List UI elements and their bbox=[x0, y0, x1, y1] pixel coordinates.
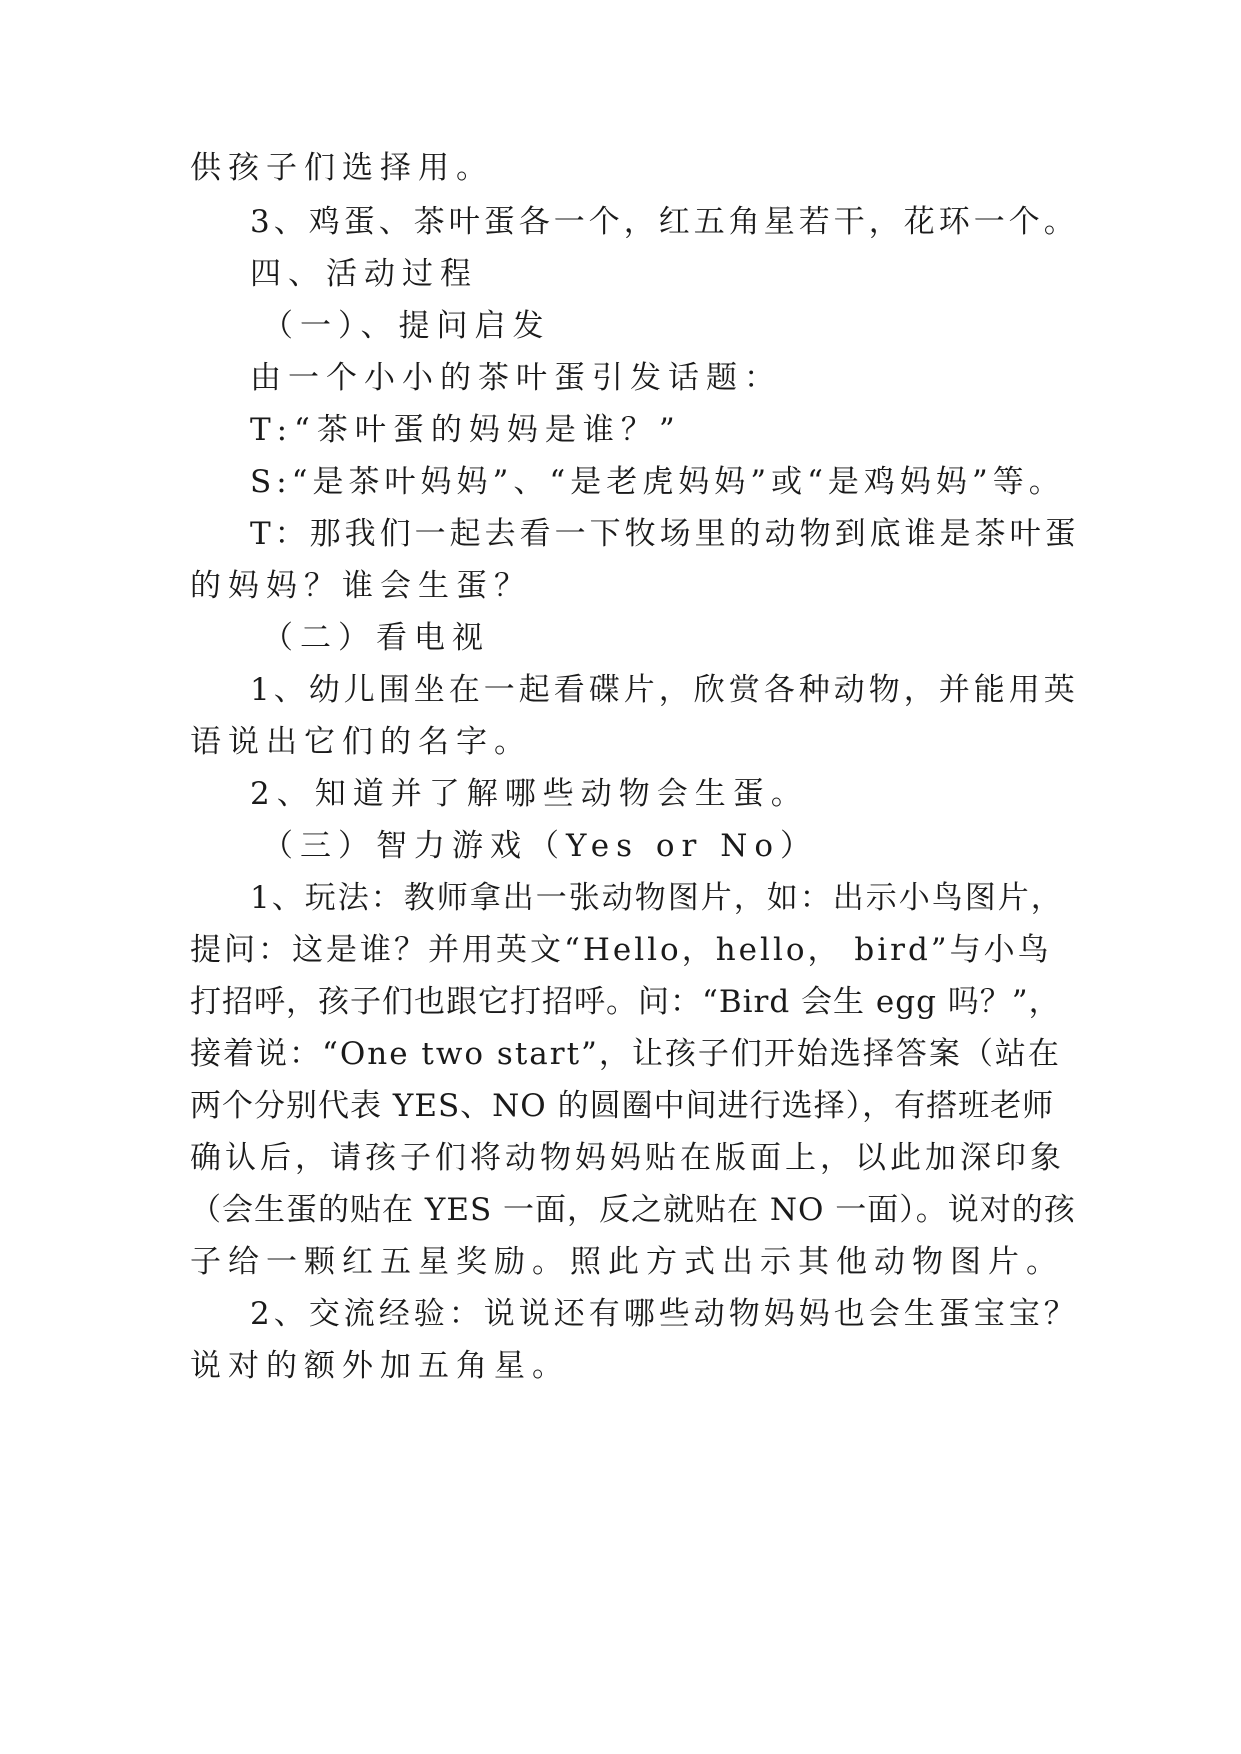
text-line: 提问：这是谁？并用英文“Hello，hello， bird”与小鸟 bbox=[190, 932, 1052, 968]
text-line: 1、玩法：教师拿出一张动物图片，如：出示小鸟图片， bbox=[250, 880, 1064, 916]
text-line: 说对的额外加五角星。 bbox=[190, 1348, 570, 1384]
text-line: 确认后，请孩子们将动物妈妈贴在版面上，以此加深印象 bbox=[190, 1140, 1065, 1176]
text-line: 由一个小小的茶叶蛋引发话题： bbox=[250, 360, 782, 396]
section-heading: 四、活动过程 bbox=[250, 256, 478, 292]
text-line: S:“是茶叶妈妈”、“是老虎妈妈”或“是鸡妈妈”等。 bbox=[250, 464, 1065, 500]
text-line: T：那我们一起去看一下牧场里的动物到底谁是茶叶蛋 bbox=[250, 516, 1080, 552]
subsection-heading: （三）智力游戏（Yes or No） bbox=[262, 828, 819, 864]
text-line: 打招呼，孩子们也跟它打招呼。问：“Bird 会生 egg 吗？”， bbox=[190, 984, 1061, 1020]
text-line: 3、鸡蛋、茶叶蛋各一个，红五角星若干，花环一个。 bbox=[250, 204, 1079, 240]
text-line: 子给一颗红五星奖励。照此方式出示其他动物图片。 bbox=[190, 1244, 1064, 1280]
text-line: 2、交流经验：说说还有哪些动物妈妈也会生蛋宝宝？ bbox=[250, 1296, 1079, 1332]
text-line: T:“茶叶蛋的妈妈是谁？” bbox=[250, 412, 682, 448]
text-line: 接着说：“One two start”，让孩子们开始选择答案（站在 bbox=[190, 1036, 1061, 1072]
subsection-heading: （二）看电视 bbox=[262, 620, 490, 656]
subsection-heading: （一）、提问启发 bbox=[262, 308, 551, 344]
text-line: 的妈妈？谁会生蛋？ bbox=[190, 568, 532, 604]
text-line: 语说出它们的名字。 bbox=[190, 724, 532, 760]
text-line: 两个分别代表 YES、NO 的圆圈中间进行选择），有搭班老师 bbox=[190, 1088, 1055, 1124]
text-line: 1、幼儿围坐在一起看碟片，欣赏各种动物，并能用英 bbox=[250, 672, 1079, 708]
text-line: （会生蛋的贴在 YES 一面，反之就贴在 NO 一面）。说对的孩 bbox=[190, 1192, 1076, 1228]
text-line: 供孩子们选择用。 bbox=[190, 150, 494, 186]
text-line: 2、知道并了解哪些动物会生蛋。 bbox=[250, 776, 809, 812]
